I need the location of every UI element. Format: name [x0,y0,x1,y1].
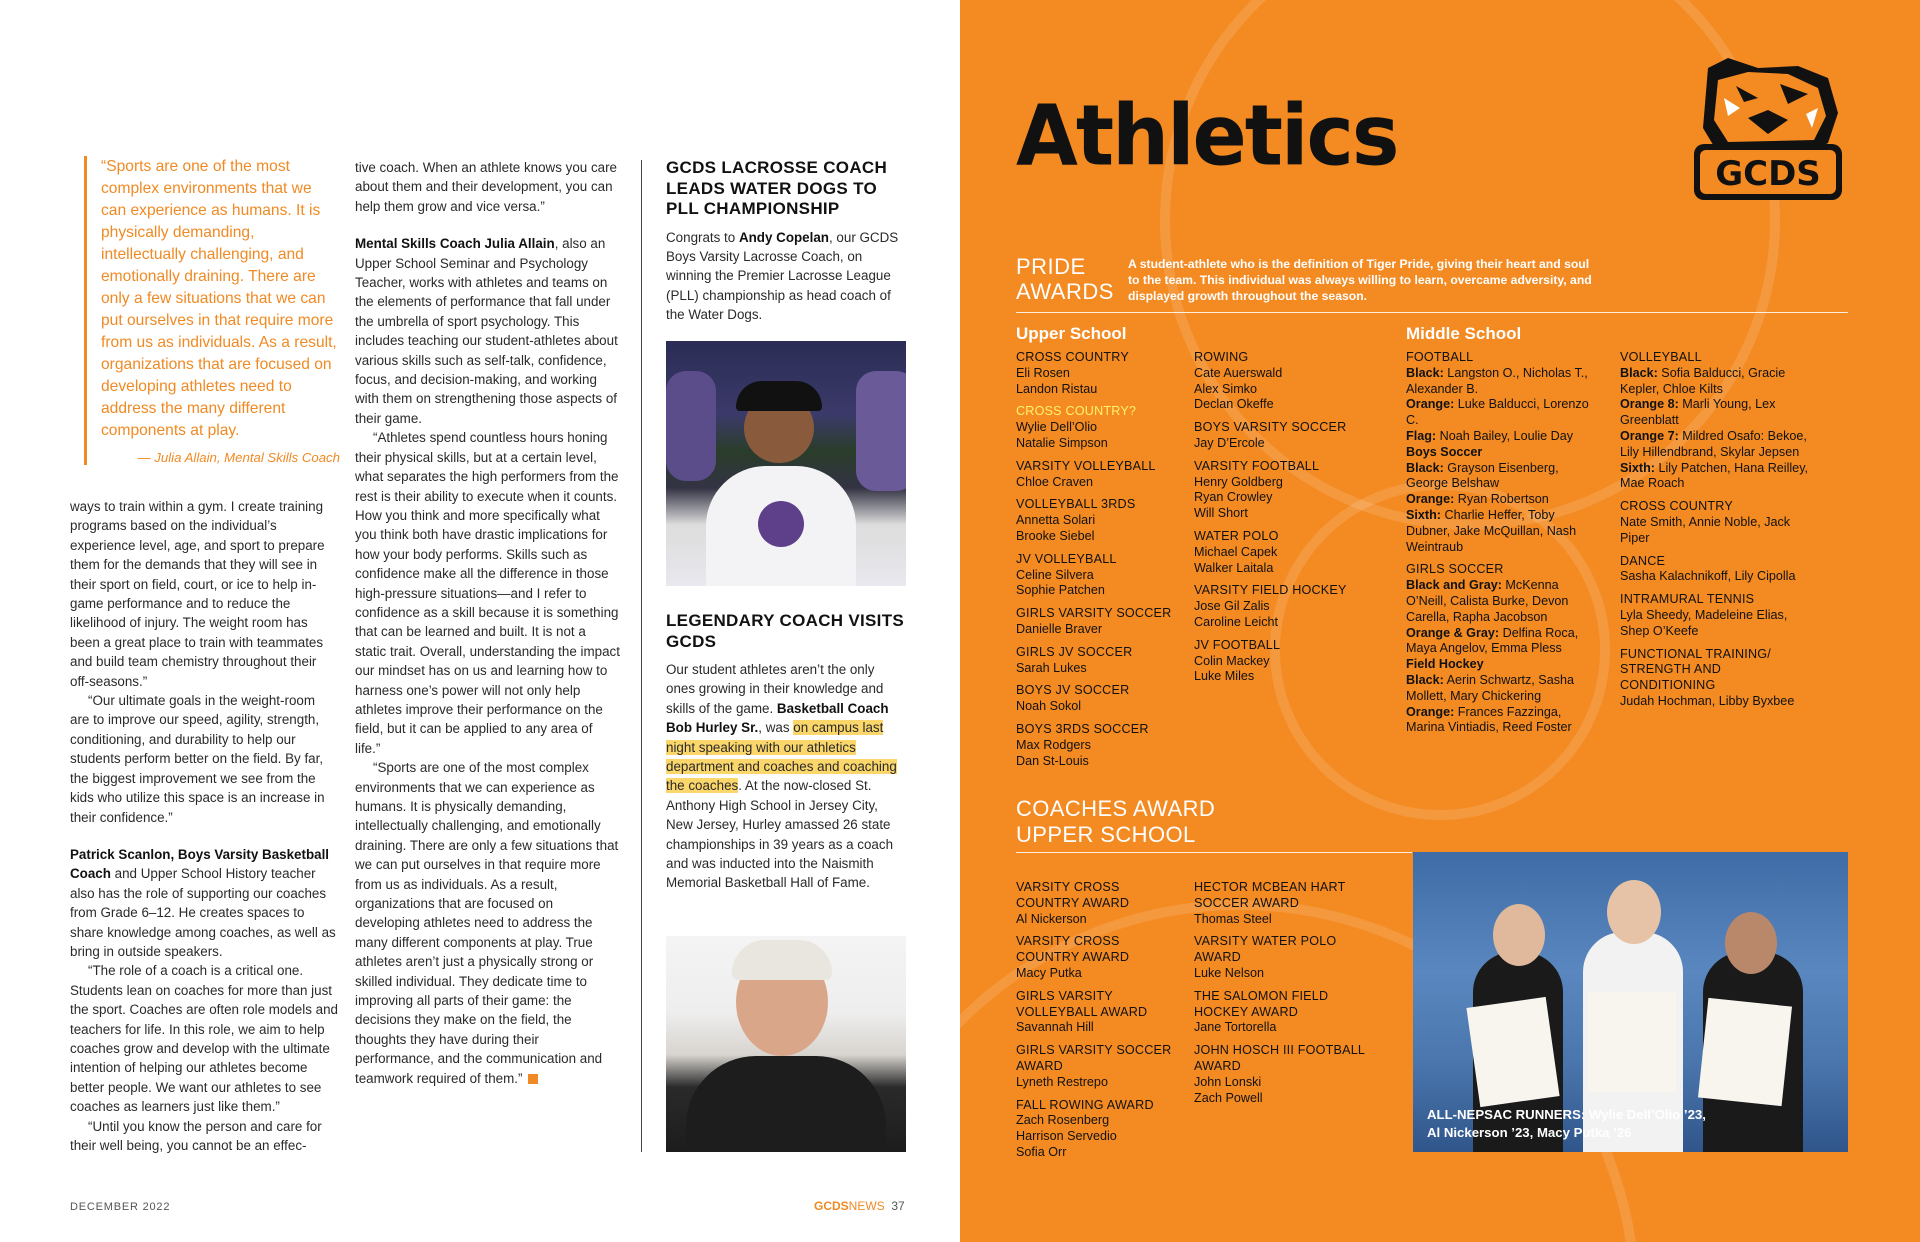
award-recipient: Zach Rosenberg [1016,1113,1110,1128]
award-names: Nate Smith, Annie Noble, Jack Piper [1620,514,1791,545]
award-recipient: Declan Okeffe [1194,397,1274,412]
award-recipient: John Lonski [1194,1074,1262,1089]
award-group [1194,350,1374,413]
award-group [1016,989,1186,1036]
team-label: Black: [1406,460,1444,475]
award-line [1406,705,1596,737]
award-recipient: Jose Gil Zalis [1194,599,1270,614]
paragraph-text: “Sports are one of the most complex environments that we can experience as humans. It is physically demanding, intellectually challenging, and emotionally draining. There are only a few situations that we can put ourselves in that require more from us as individuals. As a result, organizations that are focused on developing athletes need to address the many different components at play. True athletes aren’t just a physically strong or skilled individual. They dedicate time to improving all parts of their game: the decisions they make on the field, the thoughts they have during their performance, and the communication and teamwork required of them.” [355,760,619,1086]
column-divider [641,160,642,1152]
team-label: Flag: [1406,428,1437,443]
award-recipient: Zach Powell [1194,1090,1263,1105]
middle-school-title: Middle School [1406,324,1522,343]
photo-caption [1427,1106,1706,1142]
photo-player [856,371,906,491]
award-category: VOLLEYBALL 3RDS [1016,497,1136,512]
award-recipient: Luke Nelson [1194,965,1265,980]
photo-face [1493,904,1545,966]
award-category: GIRLS SOCCER [1406,562,1504,577]
paragraph-text: , was [758,720,794,736]
award-names: Noah Bailey, Loulie Day [1436,428,1574,443]
award-line [1406,397,1596,429]
award-recipient: Natalie Simpson [1016,435,1108,450]
pride-awards-heading [1016,254,1126,304]
award-names: Luke Balducci, Lorenzo C. [1406,397,1589,428]
award-recipient: Sophie Patchen [1016,583,1105,598]
award-category: FOOTBALL [1406,350,1474,364]
award-names: McKenna O’Neill, Calista Burke, Devon Carella, Rapha Jacobson [1406,578,1569,624]
lacrosse-coach-photo [666,341,906,586]
award-line [1620,461,1820,493]
award-recipient: Max Rodgers [1016,737,1091,752]
paragraph: “Our ultimate goals in the weight-room are to improve our speed, agility, strength, conditioning, and durability to help our students perform better on the field. By far, the biggest improvement we see from the kids who utilize this space is an increase in their confidence.” [70,693,325,825]
award-names: Sofia Balducci, Gracie Kepler, Chloe Kilts [1620,365,1786,396]
sidebar-news [666,158,906,325]
award-recipient: Luke Miles [1194,669,1255,684]
upper-school-awards-col-b [1194,350,1374,685]
award-subheading [1406,657,1596,673]
runners-photo [1413,852,1848,1152]
bold-name: Mental Skills Coach Julia Allain [355,236,555,252]
caption-tag: ALL-NEPSAC RUNNERS: [1427,1107,1586,1122]
award-group [1194,529,1374,576]
award-recipient: Cate Auerswald [1194,365,1283,380]
photo-hair [732,940,832,980]
award-group [1016,880,1186,927]
heading-line: COACHES AWARD [1016,796,1216,821]
award-category: CROSS COUNTRY? [1016,404,1137,419]
team-label: Orange: [1406,492,1455,507]
team-label: Sixth: [1406,507,1441,522]
award-recipient: Henry Goldberg [1194,474,1283,489]
award-names: Charlie Heffer, Toby Dubner, Jake McQuillan, Nash Weintraub [1406,507,1577,554]
sidebar-news-2 [666,611,906,893]
award-line [1620,429,1820,461]
news-headline-hurley: LEGENDARY COACH VISITS GCDS [666,611,905,651]
middle-school-awards-col-a [1406,350,1596,736]
award-group [1016,1098,1186,1161]
article-column-1 [70,497,338,1155]
middle-school-awards-col-b [1620,350,1820,710]
award-recipient: Macy Putka [1016,965,1082,980]
brand-news: NEWS [848,1199,885,1213]
heading-line: PRIDE [1016,254,1086,279]
award-category: JV FOOTBALL [1194,637,1281,652]
paragraph: “The role of a coach is a critical one. Students lean on coaches for more than just the sport. Coaches are often role models and teachers for life. In this role, we aim to help coaches grow and develop with the ultimate intention of helping our athletes become better people. We want our athletes to see coaches as learners just like them.” [70,963,338,1115]
award-recipient: Alex Simko [1194,381,1257,396]
award-recipient: Noah Sokol [1016,699,1082,714]
right-page [960,0,1920,1242]
news-headline-lacrosse: GCDS LACROSSE COACH LEADS WATER DOGS TO PLL CHAMPIONSHIP [666,158,888,218]
section-rule [1016,852,1412,853]
award-category: BOYS JV SOCCER [1016,683,1130,698]
award-recipient: Dan St-Louis [1016,753,1089,768]
page-title: Athletics [1016,86,1398,185]
bob-hurley-photo [666,936,906,1152]
award-group [1016,722,1186,769]
award-recipient: Danielle Braver [1016,621,1103,636]
photo-player [666,371,716,481]
award-group [1194,420,1374,452]
award-category: JOHN HOSCH III FOOTBALL AWARD [1194,1043,1365,1073]
award-category: WATER POLO [1194,528,1279,543]
certificate [1588,992,1676,1092]
award-category: BOYS 3RDS SOCCER [1016,721,1149,736]
award-names: Aerin Schwartz, Sasha Mollett, Mary Chickering [1406,672,1575,703]
certificate [1466,997,1559,1107]
award-recipient: Wylie Dell’Olio [1016,420,1098,435]
award-category: CROSS COUNTRY [1016,350,1129,364]
award-subheading [1406,445,1596,461]
paragraph [666,660,906,893]
award-category: VARSITY CROSS COUNTRY AWARD [1016,934,1130,965]
team-label: Orange: [1406,704,1455,719]
photo-face [1607,880,1661,944]
award-group [1194,583,1374,630]
caption-text: Al Nickerson ’23, Macy Putka ’26 [1427,1125,1632,1140]
award-line [1406,578,1596,625]
upper-school-awards-col-a [1016,350,1186,769]
award-recipient: Sarah Lukes [1016,660,1087,675]
award-recipient: Landon Ristau [1016,381,1098,396]
paragraph-text: Congrats to [666,229,739,245]
award-category: DANCE [1620,553,1666,568]
award-group [1016,404,1186,451]
award-recipient: Eli Rosen [1016,365,1070,380]
award-group [1194,459,1374,522]
award-line [1406,366,1596,398]
award-recipient: Savannah Hill [1016,1020,1094,1035]
award-group [1016,497,1186,544]
award-category: BOYS VARSITY SOCCER [1194,420,1347,435]
award-group [1016,606,1186,638]
upper-school-title: Upper School [1016,324,1127,343]
award-line [1406,429,1596,445]
award-category: THE SALOMON FIELD HOCKEY AWARD [1194,988,1329,1019]
award-recipient: Chloe Craven [1016,474,1094,489]
award-group [1194,989,1384,1036]
award-names: Lyla Sheedy, Madeleine Elias, Shep O’Keefe [1620,607,1788,638]
award-group [1016,934,1186,981]
coaches-award-heading [1016,796,1215,848]
award-names: Frances Fazzinga, Marina Vintiadis, Reed Foster [1406,704,1572,735]
award-line [1620,366,1820,398]
footer-page [814,1199,905,1213]
award-group [1016,350,1186,397]
award-group [1016,459,1186,491]
award-names: Langston O., Nicholas T., Alexander B. [1406,365,1588,396]
award-recipient: Walker Laitala [1194,560,1274,575]
award-recipient: Annetta Solari [1016,513,1096,528]
pull-quote [84,156,340,465]
award-group [1016,645,1186,677]
award-category: GIRLS VARSITY VOLLEYBALL AWARD [1016,988,1148,1019]
paragraph-text: , also an Upper School Seminar and Psychology Teacher, works with athletes and teams on the elements of performance that fall under the umbrella of sport psychology. This includes teaching our student-athletes about various skills such as self-talk, confidence, focus, and decision-making, and working with them on strengthening those aspects of their game. [355,236,618,426]
award-group [1016,1043,1186,1090]
award-group [1016,683,1186,715]
logo-text: GCDS [1715,154,1821,194]
award-recipient: Al Nickerson [1016,911,1087,926]
award-recipient: Sofia Orr [1016,1144,1067,1159]
award-recipient: Thomas Steel [1194,911,1272,926]
award-category: Field Hockey [1406,657,1484,672]
award-group [1194,638,1374,685]
award-group [1016,552,1186,599]
footer-date: DECEMBER 2022 [70,1201,171,1213]
page-number: 37 [891,1199,905,1213]
award-category: GIRLS JV SOCCER [1016,644,1133,659]
coaches-awards-col-b [1194,880,1384,1106]
pride-awards-description: A student-athlete who is the definition of Tiger Pride, giving their heart and soul to the team. This individual was always willing to learn, overcame adversity, and displayed growth throughout the season. [1128,257,1592,303]
award-category: VARSITY VOLLEYBALL [1016,458,1156,473]
caption-text: Wylie Dell’Olio ’23, [1585,1107,1706,1122]
award-line [1406,673,1596,705]
award-recipient: Lyneth Restrepo [1016,1074,1108,1089]
award-category: FUNCTIONAL TRAINING/ STRENGTH AND CONDITIONING [1620,646,1771,693]
paragraph: ways to train within a gym. I create training programs based on the individual’s experience level, age, and sport to prepare them for the demands that they will see in their sport on field, court, or ice to help in-game performance and to reduce the likelihood of injury. The weight room has been a great place to train with teammates and build team chemistry throughout their off-seasons.” [70,499,325,689]
award-group [1194,880,1384,927]
team-label: Black: [1620,365,1658,380]
award-category: Boys Soccer [1406,444,1483,459]
award-category: VARSITY CROSS COUNTRY AWARD [1016,880,1130,910]
award-recipient: Brooke Siebel [1016,528,1095,543]
paragraph: tive coach. When an athlete knows you care about them and their development, you can help them grow and vice versa.” [355,160,618,214]
award-line [1620,397,1820,429]
award-names: Delfina Roca, Maya Angelov, Emma Pless [1406,625,1579,656]
paragraph-text: Our student athletes aren’t the only ones growing in their knowledge and skills of the game. [666,662,884,716]
award-names: Grayson Eisenberg, George Belshaw [1406,460,1559,491]
award-line [1406,492,1596,508]
bold-name: Basketball Coach Bob Hurley Sr. [666,700,889,736]
award-category: GIRLS VARSITY SOCCER AWARD [1016,1043,1172,1073]
paragraph [666,228,906,325]
team-label: Orange 8: [1620,397,1679,412]
award-recipient: Jane Tortorella [1194,1020,1277,1035]
award-category: HECTOR MCBEAN HART SOCCER AWARD [1194,880,1346,910]
bold-name: Andy Copelan [738,229,829,245]
award-names: Mildred Osafo: Bekoe, Lily Hillendbrand, Skylar Jepsen [1620,428,1807,459]
award-recipient: Will Short [1194,506,1248,521]
award-names: Judah Hochman, Libby Byxbee [1620,693,1795,708]
coaches-awards-col-a [1016,880,1186,1161]
award-group [1194,934,1384,981]
photo-face [1725,912,1777,974]
heading-line: UPPER SCHOOL [1016,822,1196,847]
end-mark-icon [528,1074,538,1084]
award-category: CROSS COUNTRY [1620,499,1733,514]
heading-line: AWARDS [1016,279,1114,304]
award-names: Marli Young, Lex Greenblatt [1620,397,1776,428]
award-recipient: Jay D’Ercole [1194,435,1265,450]
gcds-tiger-logo [1688,58,1848,208]
bold-name: Patrick Scanlon, Boys Varsity Basketball Coach [70,846,330,882]
team-label: Sixth: [1620,460,1655,475]
pull-quote-attribution: — Julia Allain, Mental Skills Coach [137,450,340,465]
team-label: Orange 7: [1620,428,1679,443]
paragraph-text: , our GCDS Boys Varsity Lacrosse Coach, on winning the Premier Lacrosse League (PLL) championship as head coach of the Water Dogs. [666,229,899,323]
pull-quote-text: “Sports are one of the most complex environments that we can experience as humans. It is physically demanding, intellectually challenging, and emotionally draining. There are only a few situations that we can put ourselves in that require more from us as individuals. As a result, organizations that are focused on developing athletes need to address the many different components at play. [101,158,337,439]
award-names: Sasha Kalachnikoff, Lily Cipolla [1620,569,1796,584]
award-recipient: Harrison Servedio [1016,1129,1117,1144]
award-names: Lily Patchen, Hana Reilley, Mae Roach [1620,460,1809,491]
award-recipient: Ryan Crowley [1194,490,1273,505]
award-category: VOLLEYBALL [1620,350,1702,364]
team-label: Black: [1406,365,1444,380]
paragraph [70,845,338,961]
brand-gcds: GCDS [814,1199,849,1213]
award-category: VARSITY FIELD HOCKEY [1194,583,1347,598]
tiger-icon [1688,58,1848,208]
award-recipient: Celine Silvera [1016,567,1094,582]
award-category: GIRLS VARSITY SOCCER [1016,606,1172,621]
award-line [1406,508,1596,555]
award-line [1406,626,1596,658]
paragraph [355,234,620,428]
team-label: Orange & Gray: [1406,625,1500,640]
article-column-2 [355,158,620,1088]
award-category: INTRAMURAL TENNIS [1620,592,1755,607]
team-label: Black: [1406,672,1444,687]
certificate [1698,998,1792,1106]
award-recipient: Michael Capek [1194,544,1278,559]
paragraph: “Athletes spend countless hours honing their physical skills, but at a certain level, what separates the high performers from the rest is their ability to execute when it counts. How you think and more specifically what you think both have drastic implications for how your body performs. Skills such as confidence make all the difference in those high-pressure situations—and I refer to confidence as a skill because it is something that can be learned and built. It is not a static trait. Overall, understanding the impact our mindset has on us and learning how to harness one’s power will not only help athletes improve their performance on the field, but it can be applied to any area of life.” [355,430,620,756]
paragraph: “Until you know the person and care for their well being, you cannot be an effec- [70,1118,322,1153]
award-line [1406,461,1596,493]
award-category: VARSITY WATER POLO AWARD [1194,934,1337,965]
award-group [1194,1043,1384,1106]
award-recipient: Colin Mackey [1194,653,1270,668]
photo-logo [758,501,804,547]
highlighted-text: on campus last night speaking with our athletics department and coaches and coaching the coaches [666,720,897,794]
award-names: Ryan Robertson [1454,492,1549,507]
award-category: ROWING [1194,350,1249,364]
award-recipient: Caroline Leicht [1194,614,1279,629]
footer-brand [814,1199,885,1213]
paragraph-text: . At the now-closed St. Anthony High School in Jersey City, New Jersey, Hurley amassed 26 state championships in 39 years as a coach and was inducted into the Naismith Memorial Basketball Hall of Fame. [666,778,894,891]
team-label: Orange: [1406,397,1455,412]
award-category: FALL ROWING AWARD [1016,1097,1154,1112]
photo-cap [736,381,822,411]
award-category: JV VOLLEYBALL [1016,551,1117,566]
award-category: VARSITY FOOTBALL [1194,458,1320,473]
paragraph [355,758,620,1088]
section-rule [1016,312,1848,313]
photo-shirt [686,1056,886,1152]
team-label: Black and Gray: [1406,578,1502,593]
paragraph-text: and Upper School History teacher also has the role of supporting our coaches from Grade 6–12. He creates spaces to share knowledge among coaches, as well as bring in outside speakers. [70,866,336,959]
